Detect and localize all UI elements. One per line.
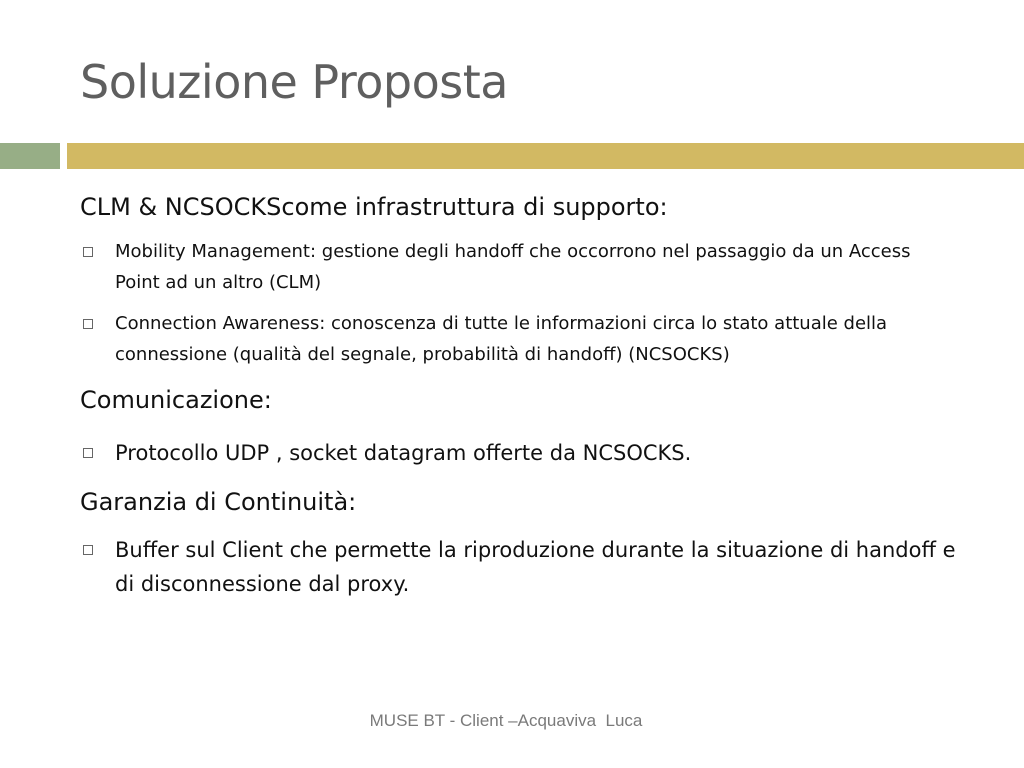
bullet-item xyxy=(80,308,960,370)
slide-footer: MUSE BT - Client –Acquaviva Luca xyxy=(369,711,643,730)
square-bullet-icon xyxy=(83,247,93,257)
bullet-text: Buffer sul Client che permette la riproduzione durante la situazione di handoff e di disconnessione dal proxy. xyxy=(115,538,956,596)
bullet-text: Protocollo UDP , socket datagram offerte da NCSOCKS. xyxy=(115,441,692,465)
square-bullet-icon xyxy=(83,545,93,555)
bullet-item xyxy=(80,236,960,298)
square-bullet-icon xyxy=(83,319,93,329)
bullet-item xyxy=(80,436,960,470)
bullet-text: Connection Awareness: conoscenza di tutte le informazioni circa lo stato attuale della connessione (qualità del segnale, probabilità di handoff) (NCSOCKS) xyxy=(115,313,888,365)
title-accent-bar-right xyxy=(67,143,1024,169)
section-heading-infrastructure: CLM & NCSOCKScome infrastruttura di supporto: xyxy=(80,193,668,221)
bullet-item xyxy=(80,533,960,601)
title-accent-bar-left xyxy=(0,143,60,169)
bullet-text: Mobility Management: gestione degli handoff che occorrono nel passaggio da un Access Point ad un altro (CLM) xyxy=(115,241,911,293)
section-heading-communication: Comunicazione: xyxy=(80,386,272,414)
slide-title: Soluzione Proposta xyxy=(80,55,508,109)
square-bullet-icon xyxy=(83,448,93,458)
section-heading-continuity: Garanzia di Continuità: xyxy=(80,488,357,516)
